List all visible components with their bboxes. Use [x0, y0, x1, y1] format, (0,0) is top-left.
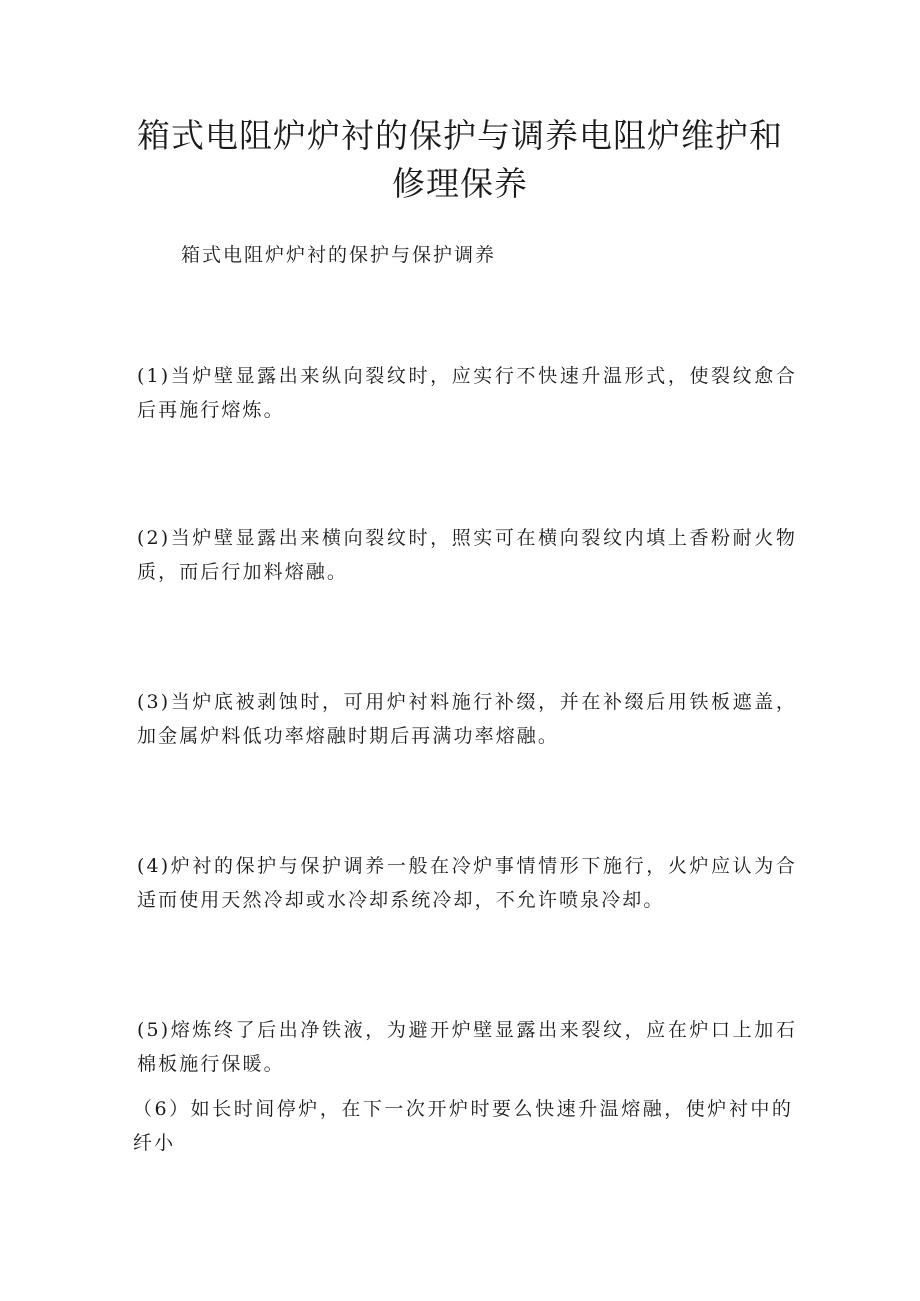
document-subtitle: 箱式电阻炉炉衬的保护与保护调养	[181, 244, 497, 266]
document-title: 箱式电阻炉炉衬的保护与调养电阻炉维护和修理保养	[137, 116, 783, 203]
paragraph-6: （6）如长时间停炉，在下一次开炉时要么快速升温熔融，使炉衬中的纤小	[133, 1098, 793, 1154]
paragraph-2: (2)当炉壁显露出来横向裂纹时，照实可在横向裂纹内填上香粉耐火物质，而后行加料熔融。	[137, 527, 797, 583]
paragraph-5: (5)熔炼终了后出净铁液，为避开炉壁显露出来裂纹，应在炉口上加石棉板施行保暖。	[137, 1019, 797, 1075]
paragraph-4: (4)炉衬的保护与保护调养一般在冷炉事情情形下施行，火炉应认为合适而使用天然冷却或水冷却系统冷却，不允许喷泉冷却。	[137, 855, 797, 911]
paragraph-1: (1)当炉壁显露出来纵向裂纹时，应实行不快速升温形式，使裂纹愈合后再施行熔炼。	[137, 365, 797, 421]
paragraph-3: (3)当炉底被剥蚀时，可用炉衬料施行补缀，并在补缀后用铁板遮盖，加金属炉料低功率熔融时期后再满功率熔融。	[137, 691, 797, 747]
